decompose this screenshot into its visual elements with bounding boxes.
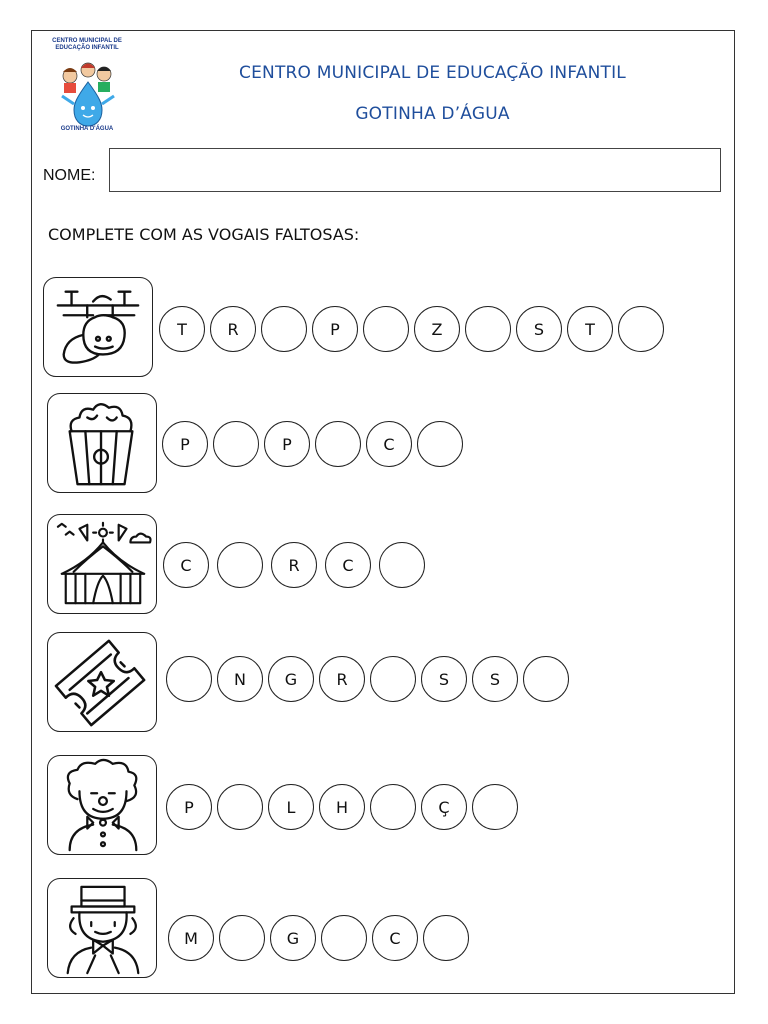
letter-circle: Z [414, 306, 460, 352]
letter-circle[interactable] [213, 421, 259, 467]
cow-on-trapeze-picture [43, 277, 153, 377]
instruction-text: COMPLETE COM AS VOGAIS FALTOSAS: [48, 225, 360, 244]
letter-circle: G [268, 656, 314, 702]
letter-circle: N [217, 656, 263, 702]
magician-picture [47, 878, 157, 978]
letter-circle: R [271, 542, 317, 588]
name-label: NOME: [43, 167, 96, 184]
letter-circle[interactable] [423, 915, 469, 961]
letter-circle: P [162, 421, 208, 467]
letter-circle: L [268, 784, 314, 830]
name-field[interactable] [109, 148, 721, 192]
letter-circle: S [516, 306, 562, 352]
cow-on-trapeze-icon [44, 278, 152, 376]
letter-circle: S [421, 656, 467, 702]
circus-tent-icon [48, 515, 156, 613]
logo-bottom-text: GOTINHA D'ÁGUA [60, 126, 114, 132]
letter-circle[interactable] [618, 306, 664, 352]
clown-picture [47, 755, 157, 855]
ticket-picture [47, 632, 157, 732]
letter-circle[interactable] [219, 915, 265, 961]
letter-circle[interactable] [321, 915, 367, 961]
letter-circle[interactable] [472, 784, 518, 830]
ticket-icon [48, 633, 156, 731]
popcorn-icon [48, 394, 156, 492]
school-subtitle: GOTINHA D’ÁGUA [355, 104, 510, 124]
letter-circle: M [168, 915, 214, 961]
letter-circle[interactable] [166, 656, 212, 702]
letter-circle: P [264, 421, 310, 467]
letter-circle[interactable] [523, 656, 569, 702]
letter-circle: C [325, 542, 371, 588]
letter-circle: S [472, 656, 518, 702]
school-logo [46, 38, 128, 136]
letter-circle[interactable] [379, 542, 425, 588]
water-drop-mascot-icon [46, 38, 128, 136]
letter-circle: T [159, 306, 205, 352]
letter-circle: C [372, 915, 418, 961]
letter-circle[interactable] [370, 784, 416, 830]
letter-circle: P [166, 784, 212, 830]
circus-tent-picture [47, 514, 157, 614]
letter-circle: R [319, 656, 365, 702]
letter-circle: C [366, 421, 412, 467]
letter-circle: Ç [421, 784, 467, 830]
letter-circle[interactable] [217, 784, 263, 830]
letter-circle: C [163, 542, 209, 588]
popcorn-picture [47, 393, 157, 493]
letter-circle: T [567, 306, 613, 352]
letter-circle[interactable] [261, 306, 307, 352]
magician-icon [48, 879, 156, 977]
letter-circle[interactable] [363, 306, 409, 352]
letter-circle[interactable] [315, 421, 361, 467]
letter-circle: G [270, 915, 316, 961]
letter-circle: R [210, 306, 256, 352]
letter-circle: P [312, 306, 358, 352]
letter-circle[interactable] [417, 421, 463, 467]
letter-circle[interactable] [217, 542, 263, 588]
logo-top-text: CENTRO MUNICIPAL DE EDUCAÇÃO INFANTIL [52, 38, 122, 51]
letter-circle[interactable] [465, 306, 511, 352]
school-title: CENTRO MUNICIPAL DE EDUCAÇÃO INFANTIL [239, 63, 626, 83]
letter-circle: H [319, 784, 365, 830]
clown-icon [48, 756, 156, 854]
letter-circle[interactable] [370, 656, 416, 702]
